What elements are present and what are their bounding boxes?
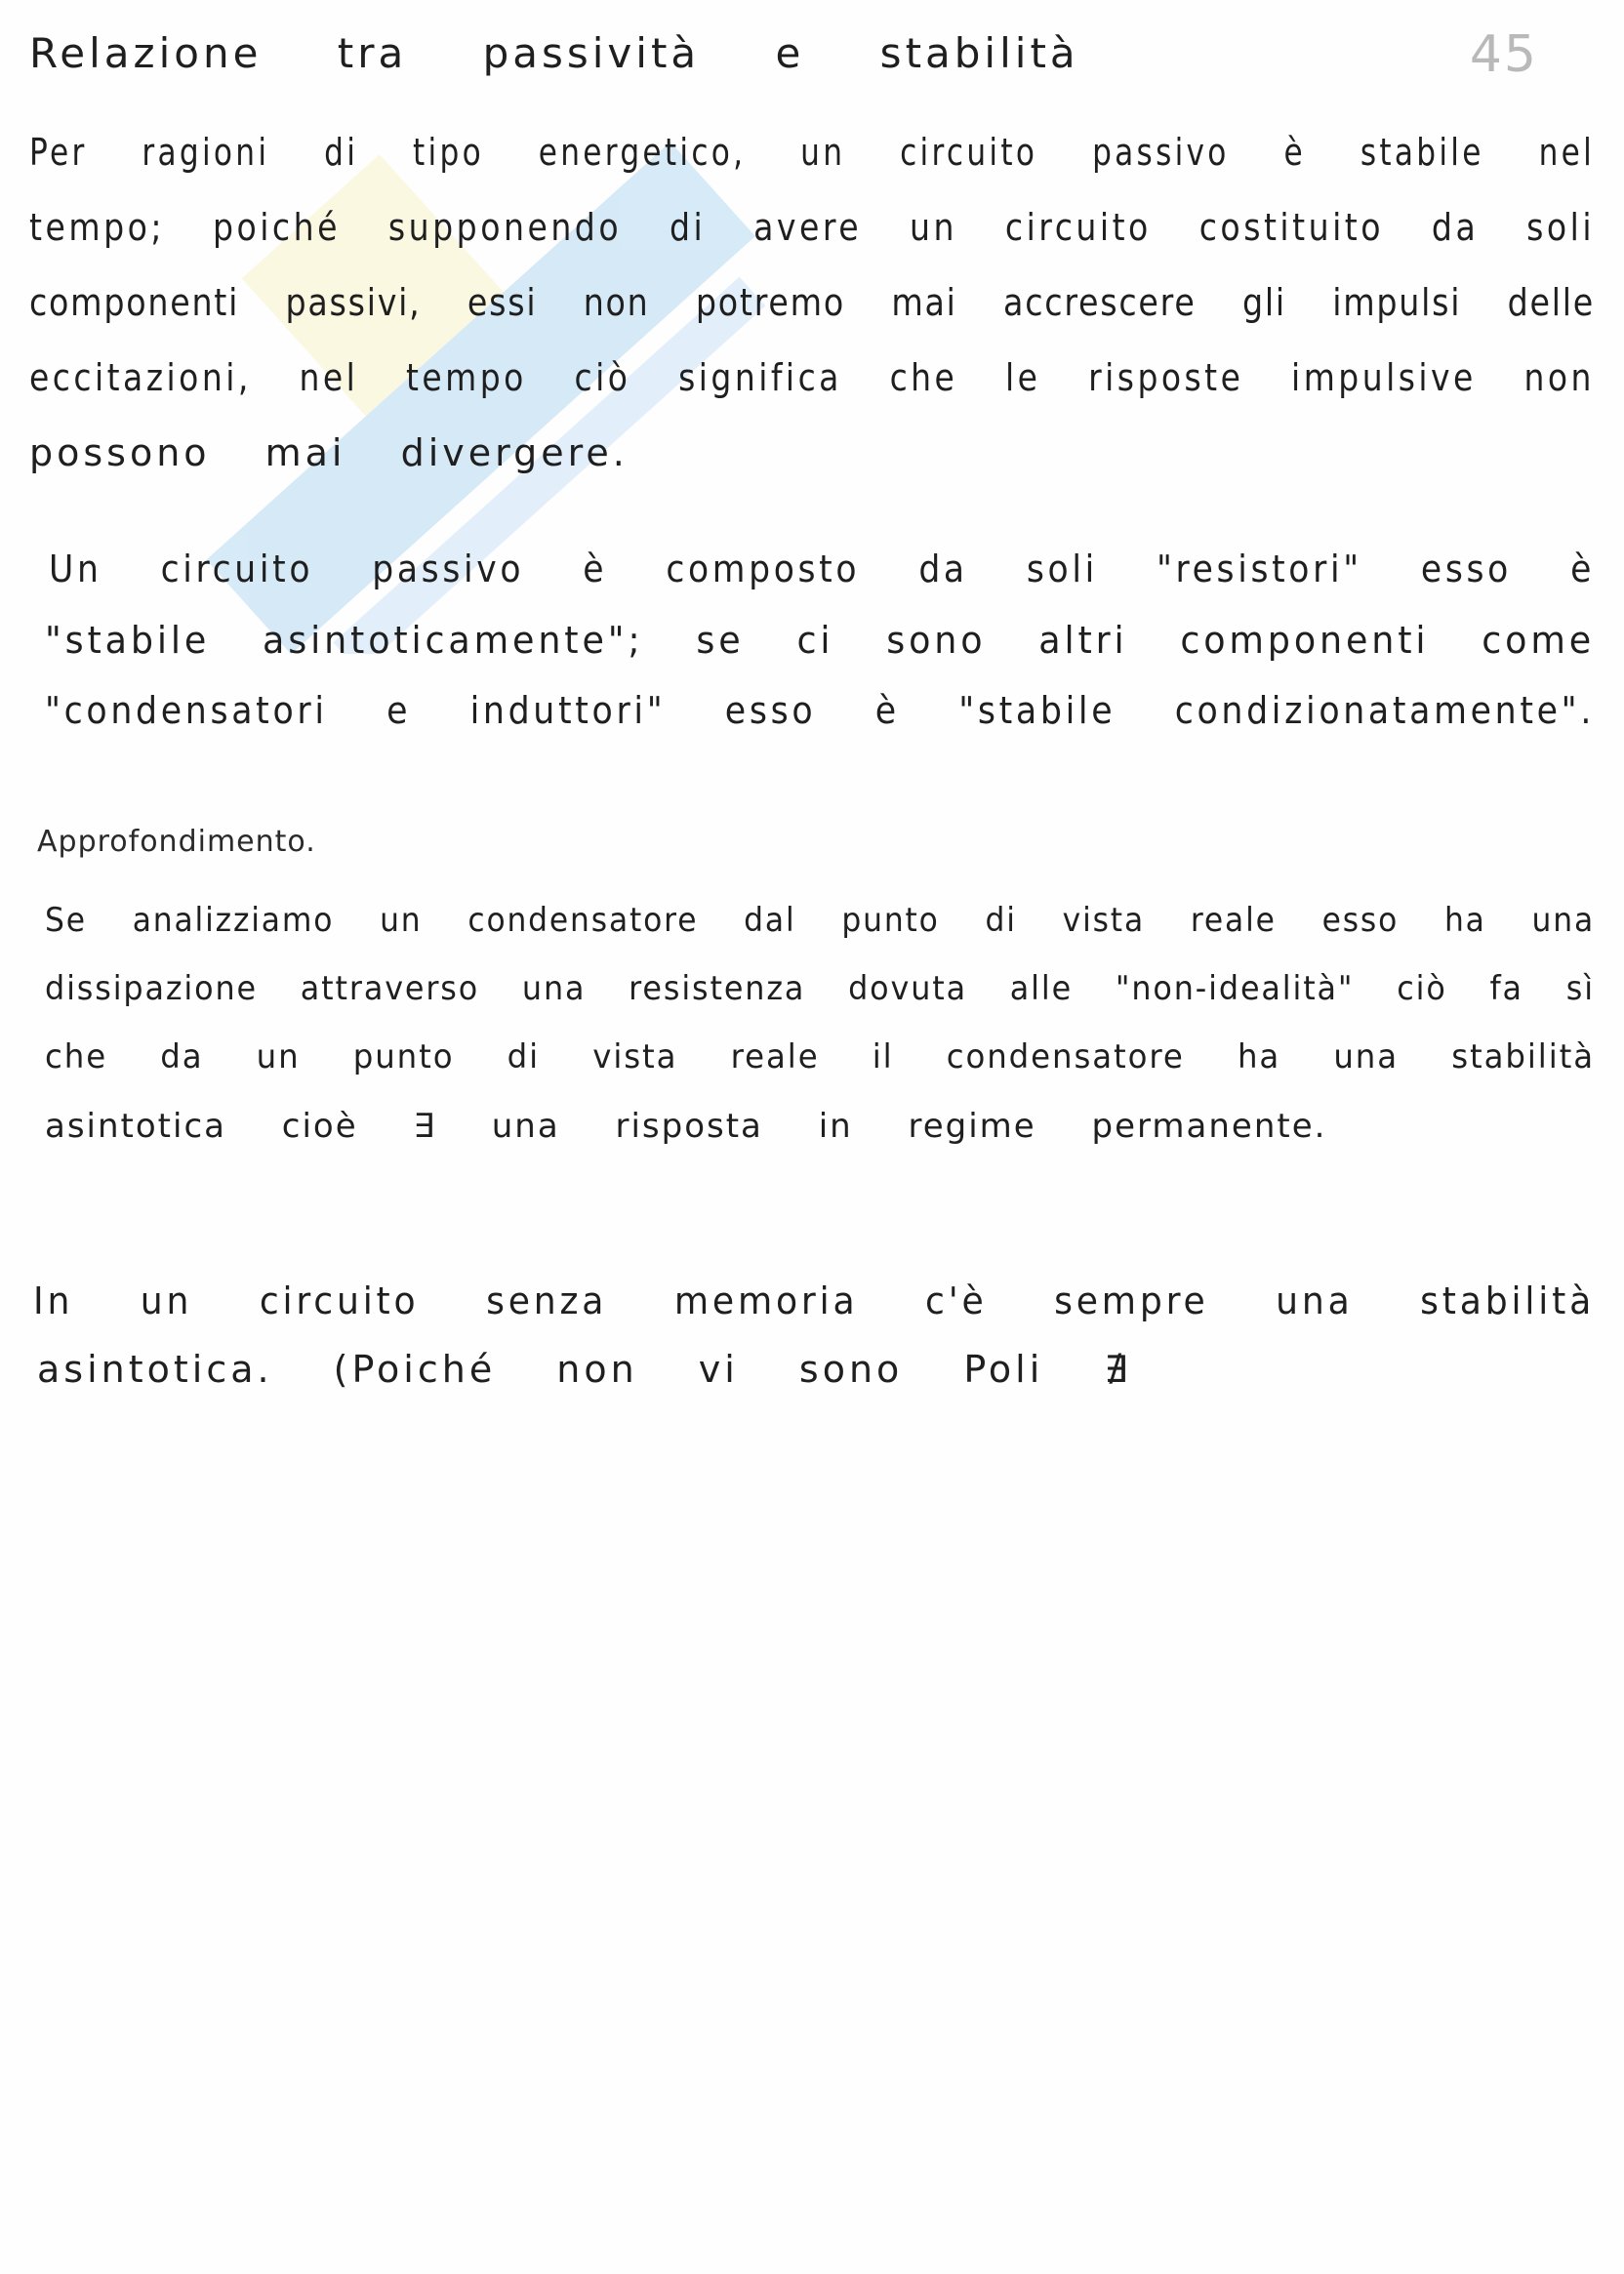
paragraph-1-line-2: tempo; poiché supponendo di avere un circuito costituito da soli	[29, 206, 1596, 249]
paragraph-2-line-3: "condensatori e induttori" esso è "stabile condizionatamente".	[45, 689, 1596, 732]
paragraph-1-line-1: Per ragioni di tipo energetico, un circuito passivo è stabile nel	[29, 131, 1596, 174]
paragraph-3-line-2: asintotica. (Poiché non vi sono Poli ∄	[37, 1348, 1132, 1391]
section-line-3: che da un punto di vista reale il condensatore ha una stabilità	[45, 1037, 1596, 1076]
paragraph-3-line-1: In un circuito senza memoria c'è sempre una stabilità	[33, 1279, 1596, 1322]
page-title: Relazione tra passività e stabilità	[29, 29, 1079, 77]
paragraph-1-line-5: possono mai divergere.	[29, 431, 629, 474]
section-heading: Approfondimento.	[37, 825, 316, 859]
paragraph-2-line-1: Un circuito passivo è composto da soli "resistori" esso è	[49, 548, 1596, 590]
paragraph-1-line-4: eccitazioni, nel tempo ciò significa che le risposte impulsive non	[29, 356, 1595, 399]
paragraph-1-line-3: componenti passivi, essi non potremo mai accrescere gli impulsi delle	[29, 281, 1596, 324]
paragraph-2-line-2: "stabile asintoticamente"; se ci sono altri componenti come	[45, 619, 1596, 662]
section-line-1: Se analizziamo un condensatore dal punto di vista reale esso ha una	[45, 901, 1596, 940]
page-number: 45	[1469, 25, 1538, 84]
section-line-2: dissipazione attraverso una resistenza dovuta alle "non-idealità" ciò fa sì	[45, 969, 1595, 1008]
section-line-4: asintotica cioè ∃ una risposta in regime permanente.	[45, 1107, 1327, 1146]
